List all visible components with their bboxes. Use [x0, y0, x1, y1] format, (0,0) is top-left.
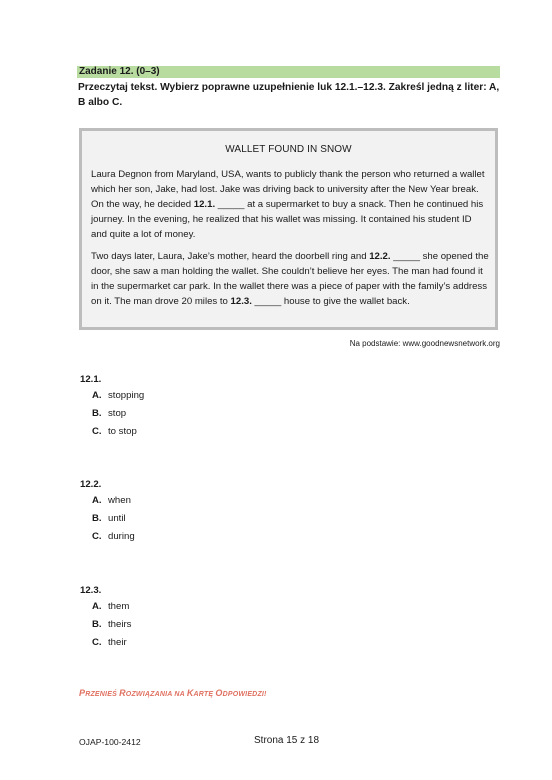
- note-small: DPOWIEDZI!: [222, 691, 267, 698]
- footer-exam-code: OJAP-100-2412: [79, 737, 141, 747]
- task-instruction: Przeczytaj tekst. Wybierz poprawne uzupełnienie luk 12.1.–12.3. Zakreśl jedną z liter: A, B albo C.: [78, 82, 500, 108]
- note-small: OZWIĄZANIA: [125, 691, 175, 698]
- option-c[interactable]: [92, 634, 131, 652]
- option-text: to stop: [108, 426, 137, 437]
- option-text: them: [108, 601, 130, 612]
- transfer-answers-note: [79, 688, 267, 698]
- note-small: ARTĘ: [193, 691, 216, 698]
- option-letter: C.: [92, 637, 102, 648]
- paragraph-text: _____ house to give the wallet back.: [251, 296, 410, 307]
- gap-label-12-3: 12.3.: [230, 296, 252, 307]
- option-c[interactable]: [92, 423, 144, 441]
- note-cap: P: [79, 688, 86, 698]
- task-header: Zadanie 12. (0–3): [77, 66, 500, 78]
- option-b[interactable]: [92, 616, 131, 634]
- option-a[interactable]: [92, 387, 144, 405]
- note-small: RZENIEŚ: [85, 691, 120, 698]
- gap-label-12-2: 12.2.: [369, 251, 391, 262]
- option-text: theirs: [108, 619, 132, 630]
- question-12-1: [80, 373, 144, 441]
- option-letter: C.: [92, 531, 102, 542]
- paragraph-text: Laura Degnon from Maryland, USA, wants to publicly thank the person who returned a wallet which her son, Jake, had lost. Jake was driving back to university after the New Year break. On the way, he decided: [91, 169, 485, 210]
- option-text: until: [108, 513, 126, 524]
- option-a[interactable]: [92, 598, 131, 616]
- option-a[interactable]: [92, 492, 135, 510]
- option-letter: C.: [92, 426, 102, 437]
- option-letter: A.: [92, 495, 102, 506]
- paragraph-text: _____ she opened the door, she saw a man holding the wallet. She couldn’t believe her eyes. The man had found it in the supermarket car park. In the wallet there was a piece of paper with the family’s address on it. The man drove 20 miles to: [91, 251, 489, 307]
- note-cap: O: [215, 688, 223, 698]
- question-number: 12.3.: [80, 585, 102, 596]
- reading-paragraph-1: [91, 167, 489, 242]
- option-letter: B.: [92, 619, 102, 630]
- option-text: stop: [108, 408, 127, 419]
- option-letter: B.: [92, 408, 102, 419]
- footer-page-number: Strona 15 z 18: [254, 735, 320, 746]
- question-number: 12.2.: [80, 479, 102, 490]
- note-cap: K: [186, 688, 194, 698]
- reading-text-box: [79, 128, 498, 330]
- option-text: during: [108, 531, 135, 542]
- option-letter: A.: [92, 390, 102, 401]
- option-b[interactable]: [92, 510, 135, 528]
- question-12-3: [80, 584, 131, 652]
- reading-title: WALLET FOUND IN SNOW: [225, 144, 352, 155]
- paragraph-text: _____ at a supermarket to buy a snack. Then he continued his journey. In the evening, he realized that his wallet was missing. It contained his student ID and quite a lot of money.: [91, 199, 484, 240]
- source-note: Na podstawie: www.goodnewsnetwork.org: [349, 339, 500, 348]
- option-c[interactable]: [92, 528, 135, 546]
- option-b[interactable]: [92, 405, 144, 423]
- paragraph-text: Two days later, Laura, Jake’s mother, heard the doorbell ring and: [91, 251, 370, 262]
- option-text: when: [108, 495, 131, 506]
- question-number: 12.1.: [80, 374, 102, 385]
- note-small: NA: [174, 691, 187, 698]
- reading-paragraph-2: [91, 249, 489, 309]
- note-cap: R: [119, 688, 126, 698]
- option-letter: A.: [92, 601, 102, 612]
- gap-label-12-1: 12.1.: [193, 199, 216, 210]
- question-12-2: [80, 478, 135, 546]
- option-text: stopping: [108, 390, 145, 401]
- option-letter: B.: [92, 513, 102, 524]
- option-text: their: [108, 637, 127, 648]
